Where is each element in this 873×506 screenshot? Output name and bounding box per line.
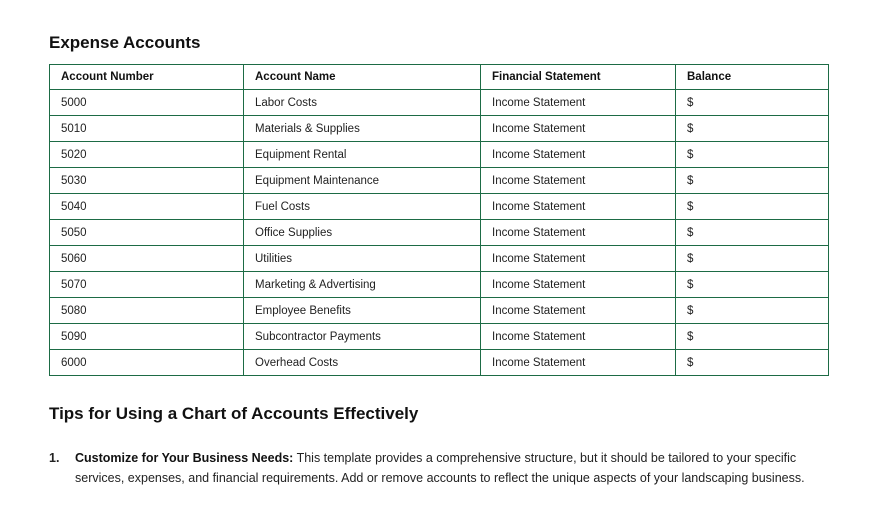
balance-cell: $: [676, 272, 829, 298]
account-number-cell: 6000: [50, 350, 244, 376]
account-name-cell: Equipment Rental: [244, 142, 481, 168]
balance-cell: $: [676, 350, 829, 376]
table-row: [50, 350, 829, 376]
account-number-cell: 5050: [50, 220, 244, 246]
account-number-cell: 5060: [50, 246, 244, 272]
financial-statement-cell: Income Statement: [481, 298, 676, 324]
balance-cell: $: [676, 142, 829, 168]
table-row: [50, 142, 829, 168]
account-number-cell: 5000: [50, 90, 244, 116]
table-row: [50, 246, 829, 272]
expense-accounts-body: [50, 90, 829, 376]
account-number-cell: 5070: [50, 272, 244, 298]
account-number-cell: 5090: [50, 324, 244, 350]
account-number-cell: 5020: [50, 142, 244, 168]
financial-statement-cell: Income Statement: [481, 168, 676, 194]
tip-heading: Customize for Your Business Needs:: [75, 451, 294, 465]
account-name-cell: Fuel Costs: [244, 194, 481, 220]
column-header-balance: Balance: [676, 65, 829, 90]
balance-cell: $: [676, 324, 829, 350]
table-row: [50, 116, 829, 142]
tip-text: This template provides a comprehensive structure, but it should be tailored to your specific services, expenses, and financial requirements. Add or remove accounts to reflect the unique aspects of your landscaping business.: [75, 451, 805, 485]
account-number-cell: 5030: [50, 168, 244, 194]
account-number-cell: 5010: [50, 116, 244, 142]
tip-number: 1.: [49, 451, 60, 465]
table-row: [50, 194, 829, 220]
account-name-cell: Utilities: [244, 246, 481, 272]
financial-statement-cell: Income Statement: [481, 324, 676, 350]
balance-cell: $: [676, 168, 829, 194]
balance-cell: $: [676, 90, 829, 116]
expense-accounts-title: Expense Accounts: [49, 33, 201, 52]
tips-section-title: Tips for Using a Chart of Accounts Effectively: [49, 404, 419, 423]
table-row: [50, 324, 829, 350]
column-header-account-name: Account Name: [244, 65, 481, 90]
table-row: [50, 220, 829, 246]
account-name-cell: Equipment Maintenance: [244, 168, 481, 194]
account-name-cell: Overhead Costs: [244, 350, 481, 376]
column-header-account-number: Account Number: [50, 65, 244, 90]
balance-cell: $: [676, 220, 829, 246]
financial-statement-cell: Income Statement: [481, 194, 676, 220]
financial-statement-cell: Income Statement: [481, 142, 676, 168]
table-row: [50, 272, 829, 298]
financial-statement-cell: Income Statement: [481, 90, 676, 116]
account-name-cell: Marketing & Advertising: [244, 272, 481, 298]
balance-cell: $: [676, 246, 829, 272]
table-header-row: [50, 65, 829, 90]
financial-statement-cell: Income Statement: [481, 246, 676, 272]
account-name-cell: Employee Benefits: [244, 298, 481, 324]
financial-statement-cell: Income Statement: [481, 350, 676, 376]
account-name-cell: Materials & Supplies: [244, 116, 481, 142]
balance-cell: $: [676, 116, 829, 142]
financial-statement-cell: Income Statement: [481, 272, 676, 298]
expense-accounts-table: [49, 64, 829, 376]
account-name-cell: Office Supplies: [244, 220, 481, 246]
account-name-cell: Subcontractor Payments: [244, 324, 481, 350]
account-number-cell: 5080: [50, 298, 244, 324]
account-number-cell: 5040: [50, 194, 244, 220]
table-row: [50, 90, 829, 116]
account-name-cell: Labor Costs: [244, 90, 481, 116]
financial-statement-cell: Income Statement: [481, 220, 676, 246]
tip-body: [75, 448, 839, 488]
tip-list-item: [49, 448, 839, 488]
financial-statement-cell: Income Statement: [481, 116, 676, 142]
balance-cell: $: [676, 194, 829, 220]
table-row: [50, 298, 829, 324]
balance-cell: $: [676, 298, 829, 324]
table-row: [50, 168, 829, 194]
column-header-financial-statement: Financial Statement: [481, 65, 676, 90]
